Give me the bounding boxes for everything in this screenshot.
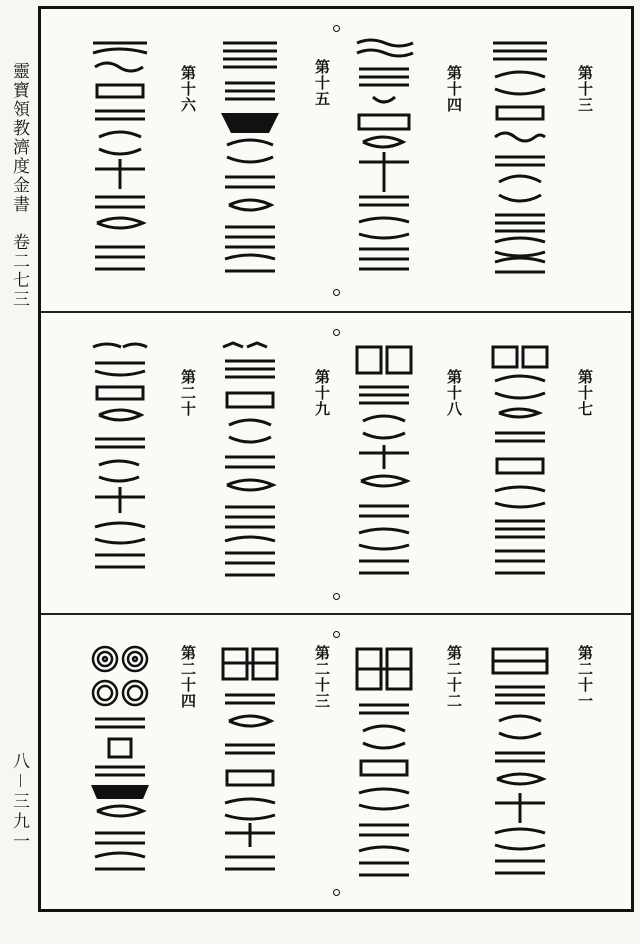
binding-hole-icon [333,25,340,32]
binding-hole-icon [333,329,340,336]
seal-script-talisman-icon [89,643,151,883]
binding-hole-icon [333,889,340,896]
talisman-panel-1 [41,9,631,311]
talisman-label: 第十八 [445,369,463,417]
seal-script-talisman-icon [489,643,551,883]
margin-title: 靈寶領教濟度金書 卷二七三 [9,62,29,309]
talisman-label: 第二十 [179,369,197,417]
page-frame [38,6,634,912]
talisman-label: 第十五 [313,59,331,107]
talisman-panel-3 [41,613,631,909]
talisman-label: 第二十一 [576,645,594,709]
margin-page-number: 八－三九一 [9,752,29,852]
binding-hole-icon [333,289,340,296]
talisman-label: 第十四 [445,65,463,113]
seal-script-talisman-icon [89,341,151,581]
talisman-label: 第二十二 [445,645,463,709]
talisman-label: 第十七 [576,369,594,417]
seal-script-talisman-icon [489,341,551,581]
seal-script-talisman-icon [219,643,281,883]
seal-script-talisman-icon [219,37,281,277]
seal-script-talisman-icon [353,37,415,277]
talisman-panel-2 [41,311,631,613]
talisman-label: 第十九 [313,369,331,417]
binding-hole-icon [333,631,340,638]
seal-script-talisman-icon [219,341,281,581]
seal-script-talisman-icon [89,37,151,277]
talisman-label: 第十三 [576,65,594,113]
talisman-label: 第十六 [179,65,197,113]
seal-script-talisman-icon [353,341,415,581]
talisman-label: 第二十三 [313,645,331,709]
binding-hole-icon [333,593,340,600]
seal-script-talisman-icon [353,643,415,883]
seal-script-talisman-icon [489,37,551,277]
talisman-label: 第二十四 [179,645,197,709]
